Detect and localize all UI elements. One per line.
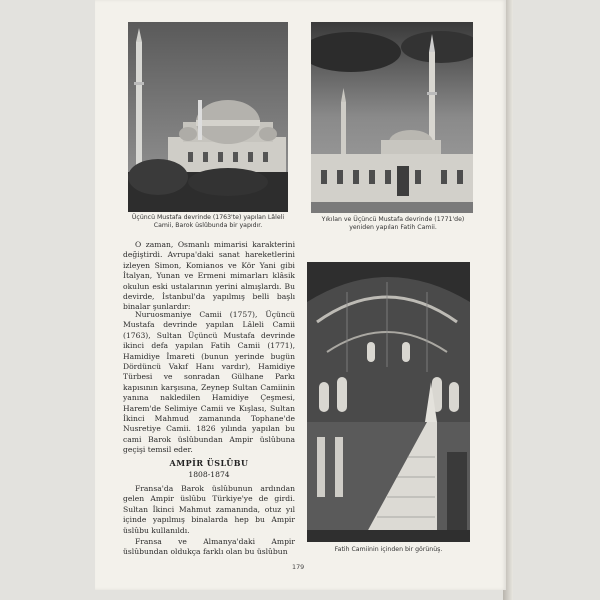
book-page <box>95 0 506 590</box>
caption-laleli-mosque: Üçüncü Mustafa devrinde (1763'te) yapılan Lâleli Camii, Barok üslûbunda bir yapıdır. <box>131 214 285 229</box>
paragraph-4: Fransa ve Almanya'daki Ampir üslûbundan oldukça farklı olan bu üslûbun <box>123 537 295 557</box>
laleli-mosque-photo <box>128 22 288 212</box>
paragraph-2: Nuruosmaniye Camii (1757), Üçüncü Mustafa devrinde yapılan Lâleli Camii (1763), Sultan Üçüncü Mustafa devrinde ikinci defa yapılan Fatih Camii (1771), Hamidiye İmareti (bunun yerinde bugün Dördüncü Vakıf Hanı vardır), Hamidiye Türbesi ve sonradan Gülhane Parkı kapısının karşısına, Zeynep Sultan Camiinin yanına nakledilen Hamidiye Çeşmesi, Harem'de Selimiye Camii ve Kışlası, Sultan İkinci Mahmud zamanında Tophane'de Nusretiye Camii. 1826 yılında yapılan bu cami Barok üslûbundan Ampir üslûbuna geçişi temsil eder. <box>123 310 295 455</box>
caption-fatih-interior: Fatih Camiinin içinden bir görünüş. <box>334 546 443 553</box>
page-number: 179 <box>292 563 305 571</box>
fatih-mosque-photo <box>311 22 473 213</box>
paragraph-1: O zaman, Osmanlı mimarisi karakterini değiştirdi. Avrupa'daki sanat hareketlerini izleyen Simon, Komianos ve Kör Yani gibi İtalyan, Yunan ve Ermeni mimarları klâsik okulun eski ustalarının yerini almışlardı. Bu devirde, İstanbul'da yapılmış belli başlı binalar şunlardır: <box>123 240 295 312</box>
section-heading: AMPİR ÜSLÛBU <box>169 458 249 468</box>
caption-fatih-mosque: Yıkılan ve Üçüncü Mustafa devrinde (1771'de) yeniden yapılan Fatih Camii. <box>321 216 465 231</box>
paragraph-3: Fransa'da Barok üslûbunun ardından gelen Ampir üslûbu Türkiye'ye de girdi. Sultan İkinci Mahmut zamanında, otuz yıl içinde yapılmış binalarda hep bu Ampir üslûbu kullanıldı. <box>123 484 295 535</box>
fatih-mosque-interior-photo <box>307 262 470 542</box>
section-years: 1808-1874 <box>188 470 230 479</box>
